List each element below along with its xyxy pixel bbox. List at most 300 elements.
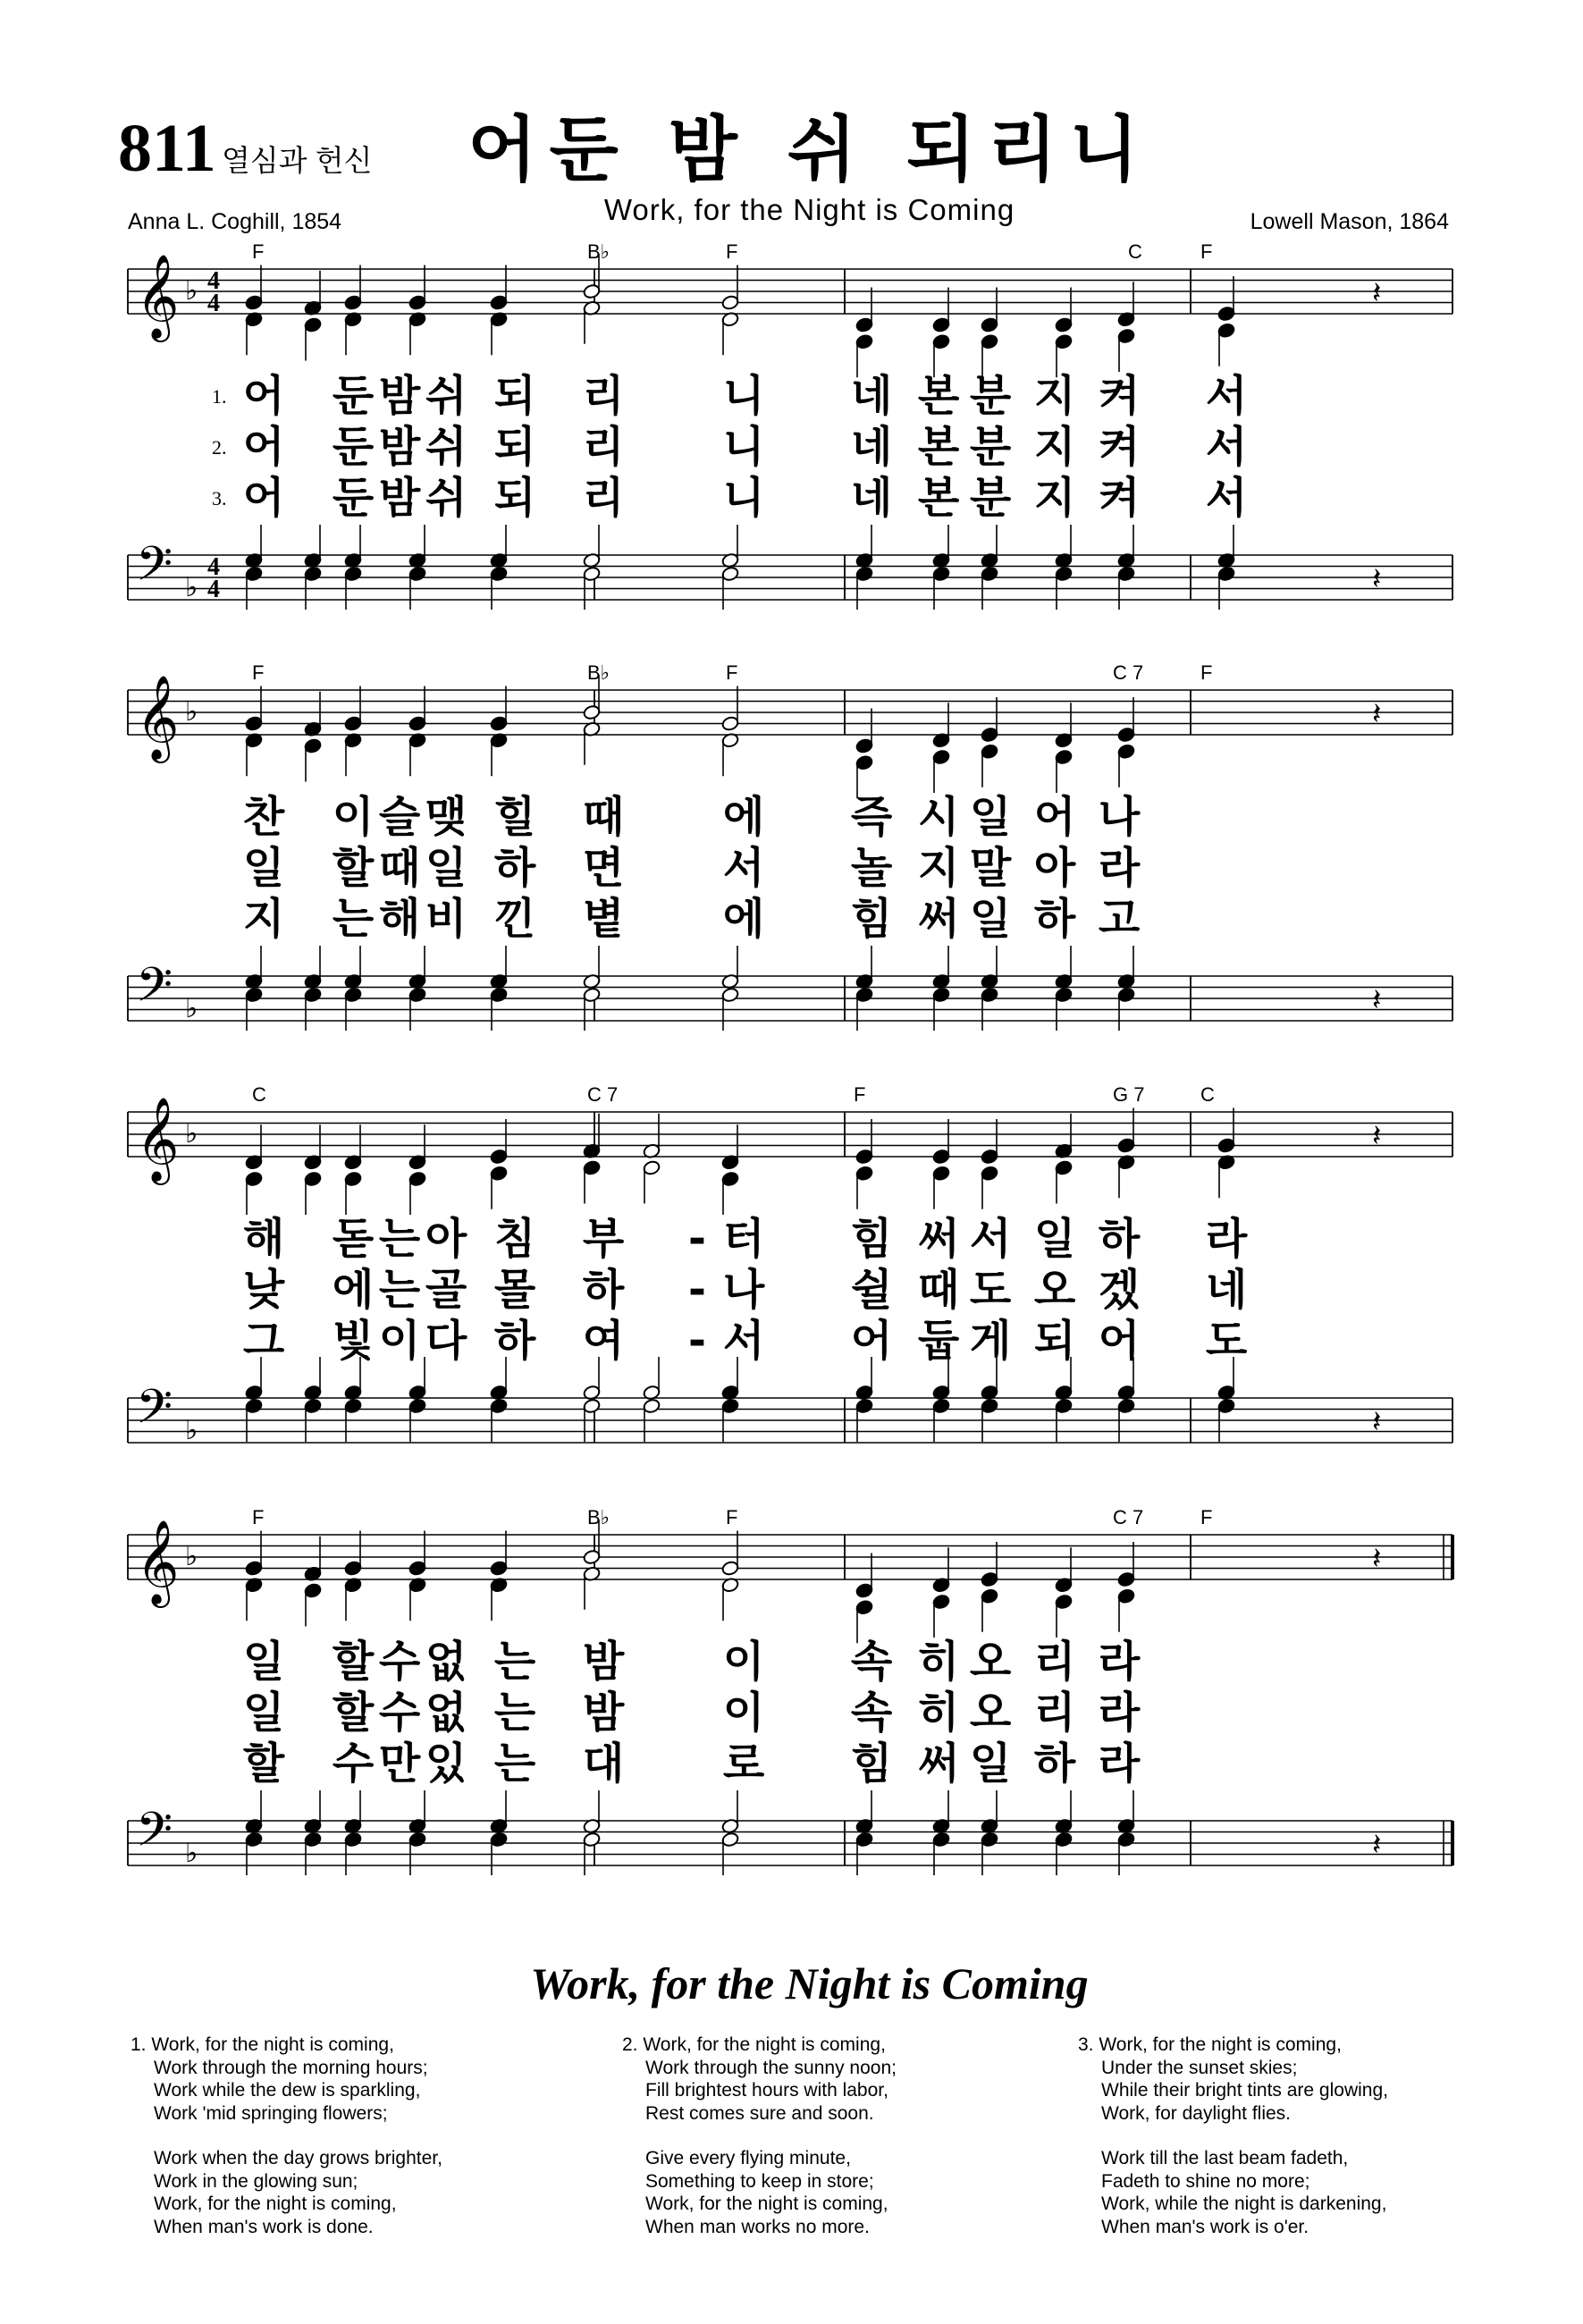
lyric-syllable: 밤 [582,1637,625,1687]
stanza-line: 3. Work, for the night is coming, [1078,2034,1342,2055]
note-head [932,1398,950,1414]
lyric-syllable: 지 [1033,422,1076,472]
note-head [1117,566,1135,582]
lyric-syllable: 시 [917,792,960,842]
note-head [490,1560,508,1576]
note-head [1117,987,1135,1003]
lyric-syllable: 수 [378,1688,421,1738]
note-head [721,1171,739,1187]
lyric-syllable: 는 [493,1739,536,1789]
note-head [490,294,508,310]
note-head [932,566,950,582]
note-head [1055,1159,1073,1175]
lyric-syllable: 밤 [378,473,421,523]
lyric-syllable: 게 [969,1316,1012,1366]
bass-clef-icon: 𝄢 [136,1380,173,1446]
note-head [1055,987,1073,1003]
note-head [344,566,362,582]
note-head [408,294,426,310]
note-head [1217,566,1235,582]
flat-icon: ♭ [185,275,198,307]
quarter-rest-icon: 𝄽 [1372,275,1382,311]
lyric-syllable: 일 [969,1739,1012,1789]
lyric-syllable: 히 [917,1637,960,1687]
lyric-syllable: 골 [425,1265,467,1315]
note-head [1117,1137,1135,1153]
lyric-syllable: 로 [722,1739,765,1789]
lyric-syllable: 고 [1098,894,1141,944]
lyric-syllable: 하 [582,1265,625,1315]
lyric-syllable: 니 [722,422,765,472]
quarter-rest-icon: 𝄽 [1372,1827,1382,1863]
treble-clef-icon: 𝄞 [136,1520,180,1604]
verse-number: 2. [212,436,227,459]
lyric-syllable: 어 [242,371,285,421]
note-head [981,1588,998,1604]
lyric-syllable: 어 [1033,792,1076,842]
lyric-syllable: 라 [1098,1637,1141,1687]
lyric-syllable: 속 [850,1637,893,1687]
note-head [1055,1398,1073,1414]
lyric-syllable: 에 [332,1265,375,1315]
stanza-line: Work when the day grows brighter, [154,2148,442,2168]
lyric-syllable: 리 [582,422,625,472]
note-head [643,1398,661,1414]
lyric-syllable: 어 [242,473,285,523]
lyricist-credit: Anna L. Coghill, 1854 [128,209,342,234]
time-signature: 4 [207,290,220,317]
chord-symbol: C [1128,240,1142,263]
flat-icon: ♭ [185,1541,198,1572]
lyric-syllable: 일 [969,792,1012,842]
stanza-line: Give every flying minute, [645,2148,851,2168]
stanza-line: When man works no more. [645,2216,870,2237]
note-head [245,715,263,731]
lyric-syllable: 써 [917,894,960,944]
lyric-syllable: 만 [378,1739,421,1789]
note-head [855,1831,873,1848]
note-head [583,1831,601,1848]
chord-symbol: B♭ [587,1506,610,1528]
note-head [932,1166,950,1182]
note-head [344,715,362,731]
note-head [245,987,263,1003]
chord-symbol: C [252,1083,266,1106]
lyric-syllable: 일 [969,894,1012,944]
lyric-syllable: 서 [1205,371,1248,421]
note-head [721,566,739,582]
note-head [1117,1588,1135,1604]
note-head [583,1159,601,1175]
chord-symbol: F [252,661,265,684]
lyric-syllable: 슬 [378,792,421,842]
note-head [1055,1594,1073,1610]
note-head [981,727,998,743]
note-head [932,316,950,333]
treble-clef-icon: 𝄞 [136,254,180,339]
lyric-syllable: 에 [722,792,765,842]
stanza-line: Work, for the night is coming, [154,2193,397,2214]
note-head [304,1582,322,1598]
bass-clef-icon: 𝄢 [136,958,173,1024]
stanza-line: Work 'mid springing flowers; [154,2102,388,2124]
lyric-syllable: 놀 [850,843,893,893]
note-head [304,1171,322,1187]
chord-symbol: F [726,661,738,684]
lyric-syllable: 라 [1098,1739,1141,1789]
note-head [855,754,873,770]
lyric-syllable: 힘 [850,1739,893,1789]
lyric-syllable: 본 [917,371,960,421]
time-signature: 4 [207,553,220,581]
stanza-line: Work while the dew is sparkling, [154,2080,421,2101]
chord-symbol: C 7 [1113,661,1144,684]
lyric-syllable: 볕 [582,894,625,944]
note-head [1055,749,1073,765]
note-head [1117,727,1135,743]
flat-icon: ♭ [185,1118,198,1149]
quarter-rest-icon: 𝄽 [1372,982,1382,1018]
note-head [1117,1571,1135,1587]
note-head [304,737,322,754]
note-head [981,1149,998,1165]
stanza-line: 2. Work, for the night is coming, [622,2034,886,2055]
stanza-line: 1. Work, for the night is coming, [131,2034,394,2055]
note-head [490,715,508,731]
lyric-syllable: 이 [378,1316,421,1366]
lyric-syllable: 이 [722,1688,765,1738]
chord-symbol: F [252,240,265,263]
note-head [721,1398,739,1414]
lyric-syllable: 속 [850,1688,893,1738]
note-head [855,737,873,754]
stanza-line: Work till the last beam fadeth, [1101,2148,1349,2168]
lyric-syllable: 다 [425,1316,467,1366]
chord-symbol: G 7 [1113,1083,1145,1106]
lyric-syllable: 하 [493,1316,536,1366]
lyric-syllable: 서 [969,1214,1012,1264]
stanza-line: Something to keep in store; [645,2170,874,2192]
lyric-syllable: 부 [582,1214,625,1264]
lyric-syllable: 일 [1033,1214,1076,1264]
time-signature: 4 [207,576,220,603]
lyric-syllable: 때 [378,843,421,893]
note-head [721,1831,739,1848]
lyric-syllable: 분 [969,473,1012,523]
lyric-syllable: 켜 [1098,371,1141,421]
chord-symbol: F [726,240,738,263]
lyric-syllable: 둡 [917,1316,960,1366]
note-head [981,1398,998,1414]
lyric-syllable: 나 [1098,792,1141,842]
lyric-syllable: 오 [969,1688,1012,1738]
note-head [855,1166,873,1182]
note-head [245,1831,263,1848]
note-head [721,987,739,1003]
lyric-syllable: 는 [378,1265,421,1315]
lyric-syllable: 어 [1098,1316,1141,1366]
note-head [245,294,263,310]
lyric-syllable: 쉴 [850,1265,893,1315]
note-head [981,1571,998,1587]
lyric-syllable: 되 [493,422,536,472]
note-head [981,1831,998,1848]
lyric-syllable: 없 [425,1637,467,1687]
lyric-syllable: 켜 [1098,473,1141,523]
note-head [408,566,426,582]
time-signature: 4 [207,267,220,295]
lyric-syllable: 리 [582,371,625,421]
lyric-syllable: 일 [242,1637,285,1687]
note-head [932,1831,950,1848]
stanza-line: Work through the morning hours; [154,2057,428,2078]
lyric-syllable: 켜 [1098,422,1141,472]
note-head [245,1171,263,1187]
lyric-syllable: 나 [722,1265,765,1315]
lyric-syllable: 할 [332,1688,375,1738]
flat-icon: ♭ [185,1415,198,1446]
lyric-syllable: 수 [332,1739,375,1789]
lyric-syllable: 지 [1033,473,1076,523]
note-head [344,1560,362,1576]
lyric-syllable: 겠 [1098,1265,1141,1315]
korean-title: 어둔 밤 쉬 되리니 [467,108,1151,191]
stanza-line: Work in the glowing sun; [154,2170,358,2192]
lyric-syllable: 네 [850,473,893,523]
lyric-syllable: 낀 [493,894,536,944]
lyric-syllable: 둔 [332,371,375,421]
lyric-syllable: 네 [850,371,893,421]
lyric-syllable: 하 [1033,1739,1076,1789]
note-head [490,566,508,582]
stanza-line: When man's work is o'er. [1101,2216,1309,2237]
lyric-syllable: 하 [1098,1214,1141,1264]
lyric-syllable: 힘 [850,1214,893,1264]
treble-clef-icon: 𝄞 [136,675,180,760]
quarter-rest-icon: 𝄽 [1372,1404,1382,1440]
note-head [855,566,873,582]
note-head [1117,1831,1135,1848]
lyric-syllable: 지 [242,894,285,944]
lyric-syllable: 면 [582,843,625,893]
note-head [932,1594,950,1610]
note-head [304,1398,322,1414]
lyric-syllable: 해 [378,894,421,944]
note-head [855,316,873,333]
lyric-syllable: 해 [242,1214,285,1264]
lyric-syllable: 라 [1098,1688,1141,1738]
lyric-syllable: 니 [722,371,765,421]
note-head [408,1560,426,1576]
lyric-syllable: 터 [722,1214,765,1264]
note-head [855,1149,873,1165]
lyric-syllable: 리 [582,473,625,523]
note-head [304,566,322,582]
lyric-syllable: 되 [1033,1316,1076,1366]
note-head [245,1560,263,1576]
quarter-rest-icon: 𝄽 [1372,696,1382,732]
composer-credit: Lowell Mason, 1864 [1250,209,1449,234]
lyric-syllable: - [688,1265,706,1315]
lyric-syllable: 써 [917,1739,960,1789]
quarter-rest-icon: 𝄽 [1372,561,1382,597]
note-head [981,333,998,349]
lyric-syllable: 몰 [493,1265,536,1315]
lyric-syllable: 쉬 [425,422,467,472]
chord-symbol: F [854,1083,866,1106]
chord-symbol: C 7 [587,1083,619,1106]
lyric-syllable: 일 [425,843,467,893]
lyric-syllable: 말 [969,843,1012,893]
lyric-syllable: 는 [493,1637,536,1687]
note-head [721,715,739,731]
note-head [855,333,873,349]
note-head [344,294,362,310]
lyric-syllable: 할 [332,843,375,893]
stanza-line: Under the sunset skies; [1101,2057,1298,2078]
note-head [932,987,950,1003]
english-stanza-2 [622,2034,897,2238]
chord-symbol: B♭ [587,661,610,684]
note-head [855,1582,873,1598]
note-head [408,715,426,731]
lyric-syllable: 할 [332,1637,375,1687]
lyric-syllable: 둔 [332,422,375,472]
lyric-syllable: 는 [493,1688,536,1738]
lyric-syllable: - [688,1316,706,1366]
lyric-syllable: 되 [493,371,536,421]
lyric-syllable: 있 [425,1739,467,1789]
hymn-category: 열심과 헌신 [222,144,373,177]
lyric-syllable: 힘 [850,894,893,944]
note-head [721,1560,739,1576]
note-head [981,1166,998,1182]
stanza-line: Fill brightest hours with labor, [645,2080,888,2101]
note-head [583,1549,601,1565]
lyric-syllable: 네 [850,422,893,472]
note-head [1117,744,1135,760]
english-heading: Work, for the Night is Coming [530,1958,1089,2008]
bass-clef-icon: 𝄢 [136,537,173,603]
stanza-line: Work, while the night is darkening, [1101,2193,1387,2214]
note-head [408,1398,426,1414]
note-head [245,1398,263,1414]
lyric-syllable: 아 [425,1214,467,1264]
chord-symbol: F [1200,661,1213,684]
note-head [1055,316,1073,333]
lyric-syllable: 서 [722,843,765,893]
stanza-line: Work, for daylight flies. [1101,2102,1292,2124]
english-stanza-3 [1078,2034,1388,2238]
verse-number: 1. [212,385,227,408]
hymn-number: 811 [118,111,216,186]
note-head [344,1831,362,1848]
lyric-syllable: 그 [242,1316,285,1366]
note-head [490,1149,508,1165]
note-head [245,566,263,582]
note-head [1117,1398,1135,1414]
lyric-syllable: 서 [1205,422,1248,472]
english-title: Work, for the Night is Coming [603,193,1015,226]
note-head [1055,566,1073,582]
stanza-line: Rest comes sure and soon. [645,2102,874,2124]
note-head [855,987,873,1003]
lyric-syllable: 빛 [332,1316,375,1366]
note-head [490,1166,508,1182]
lyric-syllable: 오 [969,1637,1012,1687]
lyric-syllable: 에 [722,894,765,944]
note-head [1217,306,1235,322]
flat-icon: ♭ [185,696,198,728]
lyric-syllable: 침 [493,1214,536,1264]
lyric-syllable: 대 [582,1739,625,1789]
lyric-syllable: 어 [850,1316,893,1366]
lyric-syllable: 여 [582,1316,625,1366]
note-head [855,1599,873,1615]
chord-symbol: F [1200,1506,1213,1528]
note-head [490,987,508,1003]
lyric-syllable: 는 [332,894,375,944]
lyric-syllable: 쉬 [425,371,467,421]
lyric-syllable: 분 [969,371,1012,421]
lyric-syllable: 일 [242,843,285,893]
chord-symbol: F [1200,240,1213,263]
note-head [304,316,322,333]
verse-number: 3. [212,487,227,509]
lyric-syllable: - [688,1214,706,1264]
lyric-syllable: 라 [1098,843,1141,893]
note-head [981,566,998,582]
lyric-syllable: 니 [722,473,765,523]
lyric-syllable: 아 [1033,843,1076,893]
lyric-syllable: 히 [917,1688,960,1738]
note-head [408,987,426,1003]
bass-clef-icon: 𝄢 [136,1803,173,1869]
lyric-syllable: 되 [493,473,536,523]
note-head [1055,333,1073,349]
lyric-syllable: 서 [722,1316,765,1366]
quarter-rest-icon: 𝄽 [1372,1541,1382,1577]
lyric-syllable: 이 [722,1637,765,1687]
note-head [1217,323,1235,339]
flat-icon: ♭ [185,993,198,1024]
english-stanza-1 [131,2034,442,2238]
note-head [1055,1831,1073,1848]
note-head [344,1171,362,1187]
lyric-syllable: 지 [1033,371,1076,421]
lyric-syllable: 때 [582,792,625,842]
note-head [1217,1137,1235,1153]
note-head [721,294,739,310]
note-head [408,1171,426,1187]
stanza-line: When man's work is done. [154,2216,374,2237]
lyric-syllable: 일 [242,1688,285,1738]
note-head [1117,328,1135,344]
lyric-syllable: 라 [1205,1214,1248,1264]
note-head [583,1398,601,1414]
lyric-syllable: 하 [493,843,536,893]
stanza-line: Work, for the night is coming, [645,2193,888,2214]
lyric-syllable: 즉 [850,792,893,842]
lyric-syllable: 오 [1033,1265,1076,1315]
lyric-syllable: 힐 [493,792,536,842]
lyric-syllable: 돋 [332,1214,375,1264]
note-head [490,1398,508,1414]
lyric-syllable: 서 [1205,473,1248,523]
note-head [304,987,322,1003]
stanza-line: Work through the sunny noon; [645,2057,897,2078]
note-head [583,704,601,720]
